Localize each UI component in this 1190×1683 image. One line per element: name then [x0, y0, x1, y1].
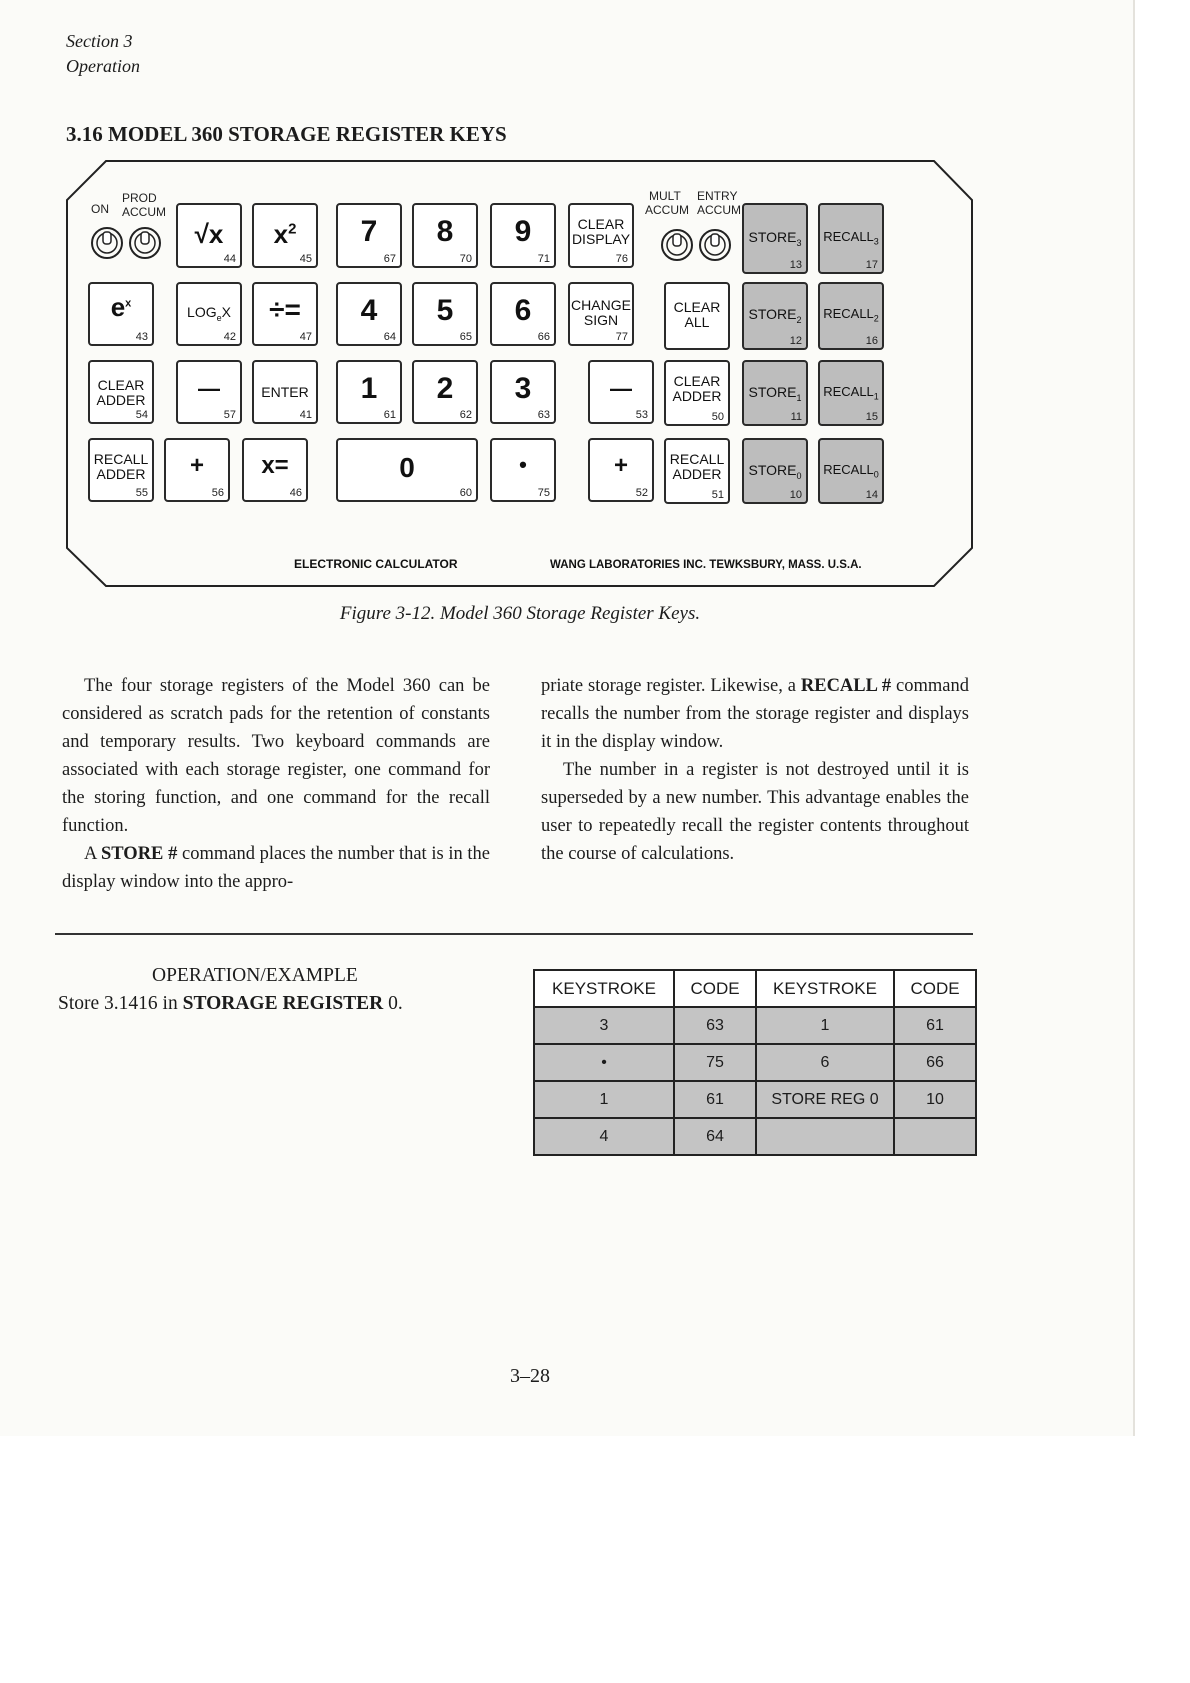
plus-key-right[interactable] — [588, 438, 654, 502]
body-left-column — [62, 672, 490, 896]
recall-0-key-label: $RECALL_0$ — [823, 462, 879, 480]
recall-2-key[interactable] — [818, 282, 884, 350]
switch-entry-label: ENTRY — [697, 189, 738, 203]
sqrt-key-label: √x — [194, 219, 224, 249]
store-2-key-label: $STORE_2$ — [748, 306, 802, 325]
switch-mult-label: MULT — [649, 189, 681, 203]
exp-key-label: $e^x$ — [110, 292, 132, 322]
figure-caption: Figure 3-12. Model 360 Storage Register Keys. — [339, 603, 701, 624]
mult-accum-switch-icon[interactable] — [660, 228, 694, 262]
clear-adder-key-label: CLEAR ADDER — [96, 377, 146, 408]
plus-key-left-code: 56 — [211, 487, 224, 499]
prod-accum-switch-icon[interactable] — [128, 226, 162, 260]
table-cell: 3 — [534, 1007, 674, 1044]
table-header-row — [534, 970, 976, 1007]
page-title: 3.16 MODEL 360 STORAGE REGISTER KEYS — [66, 122, 507, 146]
clear-all-key-label: CLEAR ALL — [673, 299, 721, 330]
key-1-code: 61 — [383, 409, 396, 421]
key-6-code: 66 — [537, 331, 550, 343]
recall-1-key[interactable] — [818, 360, 884, 426]
table-cell: 61 — [894, 1007, 976, 1044]
clear-adder-key-2-label: CLEAR ADDER — [672, 373, 722, 404]
key-6-label: 6 — [514, 294, 532, 327]
decimal-point-key[interactable] — [490, 438, 556, 502]
recall-0-key[interactable] — [818, 438, 884, 504]
key-6[interactable] — [490, 282, 556, 346]
recall-adder-key-label: RECALL ADDER — [93, 451, 149, 482]
key-3-code: 63 — [537, 409, 550, 421]
x-equals-key[interactable] — [242, 438, 308, 502]
header-code-2: CODE — [894, 970, 976, 1007]
switch-on-label: ON — [91, 202, 109, 216]
store-0-key[interactable] — [742, 438, 808, 504]
clear-display-key-label: CLEAR DISPLAY — [571, 216, 631, 247]
sqrt-key[interactable] — [176, 203, 242, 268]
key-3[interactable] — [490, 360, 556, 424]
table-cell: 64 — [674, 1118, 756, 1155]
square-key-code: 45 — [299, 253, 312, 265]
entry-accum-switch-icon[interactable] — [698, 228, 732, 262]
clear-display-key[interactable] — [568, 203, 634, 268]
exp-key-code: 43 — [135, 331, 148, 343]
minus-key-left-label: — — [198, 376, 220, 401]
recall-3-key-label: $RECALL_3$ — [823, 229, 879, 247]
subsection-label: Operation — [66, 56, 140, 76]
minus-key-left-code: 57 — [223, 409, 236, 421]
table-cell: 75 — [674, 1044, 756, 1081]
key-2[interactable] — [412, 360, 478, 424]
table-row — [534, 1081, 976, 1118]
plus-key-left[interactable] — [164, 438, 230, 502]
switch-prod-label: PROD — [122, 191, 157, 205]
clear-adder-key[interactable] — [88, 360, 154, 424]
store-2-key-code: 12 — [789, 335, 802, 347]
clear-adder-key-code: 54 — [135, 409, 148, 421]
page-edge — [1133, 0, 1135, 1436]
key-1[interactable] — [336, 360, 402, 424]
table-cell: 63 — [674, 1007, 756, 1044]
decimal-point-key-code: 75 — [537, 487, 550, 499]
header-keystroke-2: KEYSTROKE — [756, 970, 894, 1007]
key-4-label: 4 — [360, 294, 378, 327]
sqrt-key-code: 44 — [223, 253, 236, 265]
key-1-label: 1 — [360, 372, 378, 405]
plus-key-left-label: + — [189, 452, 204, 479]
key-2-label: 2 — [436, 372, 454, 405]
recall-2-key-label: $RECALL_2$ — [823, 306, 879, 324]
clear-adder-key-2-code: 50 — [711, 411, 724, 423]
body-paragraph-2: A STORE # command places the number that is in the display window into the appro- — [62, 844, 491, 892]
example-description: Store 3.1416 in STORAGE REGISTER 0. — [58, 993, 403, 1014]
table-cell: STORE REG 0 — [756, 1081, 894, 1118]
plus-key-right-label: + — [613, 452, 628, 479]
minus-key-right-code: 53 — [635, 409, 648, 421]
x-equals-key-code: 46 — [289, 487, 302, 499]
key-4-code: 64 — [383, 331, 396, 343]
enter-key-code: 41 — [299, 409, 312, 421]
store-3-key-code: 13 — [789, 259, 802, 271]
key-9[interactable] — [490, 203, 556, 268]
calculator-label: ELECTRONIC CALCULATOR — [294, 557, 458, 571]
example-heading: OPERATION/EXAMPLE — [152, 965, 358, 986]
decimal-point-key-label: • — [519, 452, 527, 477]
minus-key-right-label: — — [610, 376, 632, 401]
table-cell: 1 — [756, 1007, 894, 1044]
clear-display-key-code: 76 — [615, 253, 628, 265]
store-3-key-label: $STORE_3$ — [748, 229, 802, 248]
key-5[interactable] — [412, 282, 478, 346]
section-divider — [55, 933, 973, 935]
header-keystroke-1: KEYSTROKE — [534, 970, 674, 1007]
body-paragraph-4: The number in a register is not destroyed until it is superseded by a new number. This advantage enables the user to repeatedly recall the register contents throughout the course of calculations. — [541, 760, 969, 864]
enter-key[interactable] — [252, 360, 318, 424]
table-cell — [894, 1118, 976, 1155]
recall-adder-key-2[interactable] — [664, 438, 730, 504]
enter-key-label: ENTER — [261, 384, 309, 400]
recall-adder-key-code: 55 — [135, 487, 148, 499]
store-0-key-label: $STORE_0$ — [748, 462, 802, 481]
table-cell: 61 — [674, 1081, 756, 1118]
key-2-code: 62 — [459, 409, 472, 421]
table-cell: 10 — [894, 1081, 976, 1118]
page-number: 3–28 — [510, 1365, 550, 1387]
table-cell: 4 — [534, 1118, 674, 1155]
recall-1-key-code: 15 — [865, 411, 878, 423]
log-key-code: 42 — [223, 331, 236, 343]
square-key-label: $x^2$ — [273, 219, 297, 249]
switch-accum-label-2: ACCUM — [697, 203, 741, 217]
square-key[interactable] — [252, 203, 318, 268]
table-cell: 66 — [894, 1044, 976, 1081]
key-4[interactable] — [336, 282, 402, 346]
key-7-label: 7 — [360, 215, 378, 248]
key-8-label: 8 — [436, 215, 454, 248]
key-7-code: 67 — [383, 253, 396, 265]
store-3-key[interactable] — [742, 203, 808, 274]
recall-2-key-code: 16 — [865, 335, 878, 347]
table-row — [534, 1044, 976, 1081]
log-key[interactable] — [176, 282, 242, 346]
store-1-key[interactable] — [742, 360, 808, 426]
x-equals-key-label: x= — [261, 452, 289, 479]
table-cell: 6 — [756, 1044, 894, 1081]
recall-adder-key-2-code: 51 — [711, 489, 724, 501]
recall-3-key-code: 17 — [865, 259, 878, 271]
divide-equals-key-label: ÷= — [269, 294, 301, 325]
store-1-key-label: $STORE_1$ — [748, 384, 802, 403]
keyboard-figure — [66, 160, 974, 588]
store-2-key[interactable] — [742, 282, 808, 350]
change-sign-key-label: CHANGE SIGN — [571, 297, 631, 328]
key-5-code: 65 — [459, 331, 472, 343]
header-code-1: CODE — [674, 970, 756, 1007]
key-8[interactable] — [412, 203, 478, 268]
body-paragraph-3: priate storage register. Likewise, a RECALL # command recalls the number from the storage register and displays it in the display window. — [541, 676, 969, 752]
key-9-code: 71 — [537, 253, 550, 265]
clear-all-key[interactable] — [664, 282, 730, 350]
exp-key[interactable] — [88, 282, 154, 346]
body-paragraph-1: The four storage registers of the Model 360 can be considered as scratch pads for the retention of constants and temporary results. Two keyboard commands are associated with each storage register, one command for the storing function, and one command for the recall function. — [62, 676, 490, 836]
store-0-key-code: 10 — [789, 489, 802, 501]
recall-adder-key-2-label: RECALL ADDER — [669, 451, 725, 482]
recall-adder-key[interactable] — [88, 438, 154, 502]
manufacturer-label: WANG LABORATORIES INC. TEWKSBURY, MASS. U.S.A. — [550, 559, 862, 571]
key-9-label: 9 — [514, 215, 532, 248]
key-0[interactable] — [336, 438, 478, 502]
table-cell: • — [534, 1044, 674, 1081]
change-sign-key[interactable] — [568, 282, 634, 346]
store-1-key-code: 11 — [790, 411, 802, 423]
divide-equals-key-code: 47 — [299, 331, 312, 343]
change-sign-key-code: 77 — [615, 331, 628, 343]
body-right-column — [541, 672, 969, 868]
key-0-label: 0 — [399, 452, 415, 483]
recall-3-key[interactable] — [818, 203, 884, 274]
table-row — [534, 1007, 976, 1044]
log-key-label: $LOG_eX$ — [187, 304, 231, 323]
keystroke-table — [533, 969, 977, 1156]
key-7[interactable] — [336, 203, 402, 268]
recall-1-key-label: $RECALL_1$ — [823, 384, 879, 402]
divide-equals-key[interactable] — [252, 282, 318, 346]
table-cell: 1 — [534, 1081, 674, 1118]
switch-accum-label: ACCUM — [122, 205, 166, 219]
minus-key-left[interactable] — [176, 360, 242, 424]
switch-accum-label-1: ACCUM — [645, 203, 689, 217]
key-5-label: 5 — [436, 294, 454, 327]
recall-0-key-code: 14 — [865, 489, 878, 501]
plus-key-right-code: 52 — [635, 487, 648, 499]
clear-adder-key-2[interactable] — [664, 360, 730, 426]
key-0-code: 60 — [459, 487, 472, 499]
minus-key-right[interactable] — [588, 360, 654, 424]
table-cell — [756, 1118, 894, 1155]
key-3-label: 3 — [514, 372, 532, 405]
section-label: Section 3 — [66, 31, 133, 51]
table-row — [534, 1118, 976, 1155]
power-switch-icon[interactable] — [90, 226, 124, 260]
key-8-code: 70 — [459, 253, 472, 265]
